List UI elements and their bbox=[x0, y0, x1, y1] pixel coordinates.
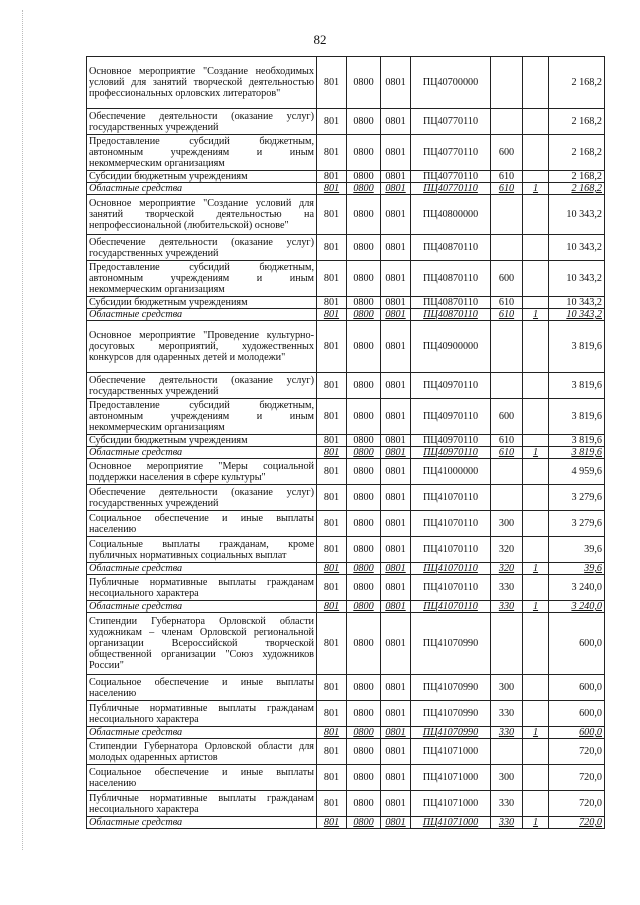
row-subsection: 0801 bbox=[381, 601, 411, 613]
row-subsection: 0801 bbox=[381, 135, 411, 171]
table-row bbox=[87, 727, 605, 739]
row-amount: 2 168,2 bbox=[549, 135, 605, 171]
row-name: Областные средства bbox=[87, 601, 317, 613]
row-subsection: 0801 bbox=[381, 235, 411, 261]
row-section: 0800 bbox=[347, 575, 381, 601]
row-subsection: 0801 bbox=[381, 297, 411, 309]
row-section: 0800 bbox=[347, 727, 381, 739]
row-name: Предоставление субсидий бюджетным, автономным учреждениям и иным некоммерческим организациям bbox=[87, 399, 317, 435]
row-expense-type: 300 bbox=[491, 511, 523, 537]
table-row bbox=[87, 739, 605, 765]
row-funding-source bbox=[523, 537, 549, 563]
row-expense-type bbox=[491, 613, 523, 675]
row-expense-type: 330 bbox=[491, 701, 523, 727]
row-target-article: ПЦ40870110 bbox=[411, 261, 491, 297]
row-section: 0800 bbox=[347, 537, 381, 563]
row-funding-source bbox=[523, 235, 549, 261]
row-section: 0800 bbox=[347, 183, 381, 195]
table-row bbox=[87, 109, 605, 135]
row-subsection: 0801 bbox=[381, 109, 411, 135]
row-name: Публичные нормативные выплаты гражданам несоциального характера bbox=[87, 791, 317, 817]
row-amount: 3 240,0 bbox=[549, 601, 605, 613]
table-row bbox=[87, 183, 605, 195]
row-target-article: ПЦ41070110 bbox=[411, 511, 491, 537]
row-grbs: 801 bbox=[317, 183, 347, 195]
table-row bbox=[87, 575, 605, 601]
row-section: 0800 bbox=[347, 195, 381, 235]
row-subsection: 0801 bbox=[381, 321, 411, 373]
row-subsection: 0801 bbox=[381, 727, 411, 739]
row-grbs: 801 bbox=[317, 297, 347, 309]
row-expense-type bbox=[491, 485, 523, 511]
row-name: Основное мероприятие "Проведение культурно-досуговых мероприятий, художественных конкурсов для одаренных детей и молодежи" bbox=[87, 321, 317, 373]
row-amount: 720,0 bbox=[549, 739, 605, 765]
row-name: Субсидии бюджетным учреждениям bbox=[87, 435, 317, 447]
row-subsection: 0801 bbox=[381, 537, 411, 563]
row-name: Субсидии бюджетным учреждениям bbox=[87, 171, 317, 183]
page-number: 82 bbox=[313, 32, 327, 47]
row-subsection: 0801 bbox=[381, 739, 411, 765]
row-target-article: ПЦ40970110 bbox=[411, 435, 491, 447]
row-section: 0800 bbox=[347, 399, 381, 435]
row-expense-type bbox=[491, 321, 523, 373]
row-subsection: 0801 bbox=[381, 511, 411, 537]
row-funding-source bbox=[523, 675, 549, 701]
row-funding-source bbox=[523, 171, 549, 183]
row-subsection: 0801 bbox=[381, 309, 411, 321]
row-target-article: ПЦ40770110 bbox=[411, 171, 491, 183]
row-section: 0800 bbox=[347, 235, 381, 261]
row-amount: 600,0 bbox=[549, 675, 605, 701]
row-subsection: 0801 bbox=[381, 675, 411, 701]
row-grbs: 801 bbox=[317, 321, 347, 373]
row-name: Публичные нормативные выплаты гражданам несоциального характера bbox=[87, 575, 317, 601]
row-funding-source: 1 bbox=[523, 563, 549, 575]
row-amount: 2 168,2 bbox=[549, 109, 605, 135]
row-amount: 3 240,0 bbox=[549, 575, 605, 601]
row-expense-type: 330 bbox=[491, 727, 523, 739]
scan-edge-line bbox=[22, 10, 24, 850]
row-target-article: ПЦ41070110 bbox=[411, 575, 491, 601]
row-amount: 3 819,6 bbox=[549, 399, 605, 435]
row-name: Обеспечение деятельности (оказание услуг) государственных учреждений bbox=[87, 485, 317, 511]
row-grbs: 801 bbox=[317, 57, 347, 109]
table-row bbox=[87, 601, 605, 613]
row-funding-source bbox=[523, 373, 549, 399]
row-target-article: ПЦ40970110 bbox=[411, 447, 491, 459]
row-grbs: 801 bbox=[317, 261, 347, 297]
row-grbs: 801 bbox=[317, 195, 347, 235]
table-row bbox=[87, 675, 605, 701]
row-funding-source: 1 bbox=[523, 817, 549, 829]
row-subsection: 0801 bbox=[381, 459, 411, 485]
row-funding-source bbox=[523, 399, 549, 435]
table-row bbox=[87, 171, 605, 183]
row-section: 0800 bbox=[347, 57, 381, 109]
table-row bbox=[87, 399, 605, 435]
table-row bbox=[87, 435, 605, 447]
row-subsection: 0801 bbox=[381, 575, 411, 601]
row-subsection: 0801 bbox=[381, 447, 411, 459]
row-grbs: 801 bbox=[317, 485, 347, 511]
budget-table bbox=[86, 56, 605, 829]
row-funding-source bbox=[523, 195, 549, 235]
row-amount: 4 959,6 bbox=[549, 459, 605, 485]
table-row bbox=[87, 765, 605, 791]
row-grbs: 801 bbox=[317, 511, 347, 537]
row-expense-type: 600 bbox=[491, 399, 523, 435]
row-name: Областные средства bbox=[87, 563, 317, 575]
row-subsection: 0801 bbox=[381, 195, 411, 235]
row-name: Областные средства bbox=[87, 447, 317, 459]
row-grbs: 801 bbox=[317, 601, 347, 613]
row-target-article: ПЦ41070110 bbox=[411, 601, 491, 613]
row-section: 0800 bbox=[347, 601, 381, 613]
row-amount: 2 168,2 bbox=[549, 171, 605, 183]
row-section: 0800 bbox=[347, 613, 381, 675]
row-subsection: 0801 bbox=[381, 399, 411, 435]
row-grbs: 801 bbox=[317, 575, 347, 601]
row-funding-source bbox=[523, 613, 549, 675]
row-grbs: 801 bbox=[317, 135, 347, 171]
row-grbs: 801 bbox=[317, 563, 347, 575]
row-section: 0800 bbox=[347, 485, 381, 511]
table-row bbox=[87, 235, 605, 261]
row-grbs: 801 bbox=[317, 727, 347, 739]
row-name: Предоставление субсидий бюджетным, автономным учреждениям и иным некоммерческим организациям bbox=[87, 135, 317, 171]
row-section: 0800 bbox=[347, 261, 381, 297]
row-target-article: ПЦ40970110 bbox=[411, 373, 491, 399]
row-target-article: ПЦ41070990 bbox=[411, 701, 491, 727]
row-name: Стипендии Губернатора Орловской области художникам – членам Орловской региональной организации Всероссийской творческой общественной организации "Союз художников России" bbox=[87, 613, 317, 675]
row-target-article: ПЦ41070990 bbox=[411, 675, 491, 701]
row-section: 0800 bbox=[347, 511, 381, 537]
row-expense-type: 610 bbox=[491, 447, 523, 459]
row-grbs: 801 bbox=[317, 459, 347, 485]
row-expense-type: 610 bbox=[491, 171, 523, 183]
row-name: Областные средства bbox=[87, 183, 317, 195]
table-row bbox=[87, 511, 605, 537]
row-name: Социальное обеспечение и иные выплаты населению bbox=[87, 675, 317, 701]
row-amount: 720,0 bbox=[549, 791, 605, 817]
row-grbs: 801 bbox=[317, 765, 347, 791]
row-grbs: 801 bbox=[317, 171, 347, 183]
row-subsection: 0801 bbox=[381, 817, 411, 829]
row-funding-source bbox=[523, 321, 549, 373]
row-funding-source: 1 bbox=[523, 727, 549, 739]
row-grbs: 801 bbox=[317, 447, 347, 459]
table-row bbox=[87, 537, 605, 563]
row-subsection: 0801 bbox=[381, 613, 411, 675]
row-grbs: 801 bbox=[317, 373, 347, 399]
row-funding-source bbox=[523, 261, 549, 297]
row-amount: 600,0 bbox=[549, 727, 605, 739]
row-funding-source bbox=[523, 57, 549, 109]
row-expense-type: 610 bbox=[491, 183, 523, 195]
row-funding-source bbox=[523, 701, 549, 727]
row-name: Стипендии Губернатора Орловской области для молодых одаренных артистов bbox=[87, 739, 317, 765]
table-row bbox=[87, 309, 605, 321]
row-name: Обеспечение деятельности (оказание услуг) государственных учреждений bbox=[87, 235, 317, 261]
row-section: 0800 bbox=[347, 765, 381, 791]
row-subsection: 0801 bbox=[381, 373, 411, 399]
row-subsection: 0801 bbox=[381, 57, 411, 109]
row-target-article: ПЦ41071000 bbox=[411, 817, 491, 829]
row-subsection: 0801 bbox=[381, 171, 411, 183]
row-amount: 720,0 bbox=[549, 765, 605, 791]
table-row bbox=[87, 701, 605, 727]
row-section: 0800 bbox=[347, 739, 381, 765]
row-subsection: 0801 bbox=[381, 563, 411, 575]
row-grbs: 801 bbox=[317, 235, 347, 261]
row-expense-type bbox=[491, 195, 523, 235]
table-row bbox=[87, 791, 605, 817]
table-row bbox=[87, 459, 605, 485]
row-expense-type: 320 bbox=[491, 563, 523, 575]
table-row bbox=[87, 817, 605, 829]
row-amount: 3 279,6 bbox=[549, 485, 605, 511]
row-section: 0800 bbox=[347, 321, 381, 373]
row-expense-type: 320 bbox=[491, 537, 523, 563]
row-name: Основное мероприятие "Создание условий для занятий творческой деятельностью на непрофессиональной (любительской) основе" bbox=[87, 195, 317, 235]
row-funding-source bbox=[523, 485, 549, 511]
row-expense-type: 330 bbox=[491, 601, 523, 613]
row-grbs: 801 bbox=[317, 791, 347, 817]
row-expense-type bbox=[491, 109, 523, 135]
row-section: 0800 bbox=[347, 373, 381, 399]
row-funding-source bbox=[523, 575, 549, 601]
row-name: Обеспечение деятельности (оказание услуг) государственных учреждений bbox=[87, 109, 317, 135]
row-target-article: ПЦ40970110 bbox=[411, 399, 491, 435]
row-target-article: ПЦ41070110 bbox=[411, 563, 491, 575]
row-expense-type: 610 bbox=[491, 435, 523, 447]
row-funding-source bbox=[523, 765, 549, 791]
table-row bbox=[87, 447, 605, 459]
row-expense-type bbox=[491, 57, 523, 109]
row-section: 0800 bbox=[347, 459, 381, 485]
row-funding-source bbox=[523, 511, 549, 537]
table-row bbox=[87, 563, 605, 575]
row-grbs: 801 bbox=[317, 399, 347, 435]
row-target-article: ПЦ40870110 bbox=[411, 235, 491, 261]
row-subsection: 0801 bbox=[381, 791, 411, 817]
row-amount: 600,0 bbox=[549, 701, 605, 727]
row-expense-type: 600 bbox=[491, 261, 523, 297]
row-grbs: 801 bbox=[317, 739, 347, 765]
row-target-article: ПЦ40870110 bbox=[411, 297, 491, 309]
row-expense-type bbox=[491, 373, 523, 399]
row-amount: 39,6 bbox=[549, 537, 605, 563]
row-name: Основное мероприятие "Меры социальной поддержки населения в сфере культуры" bbox=[87, 459, 317, 485]
table-row bbox=[87, 321, 605, 373]
row-section: 0800 bbox=[347, 309, 381, 321]
row-section: 0800 bbox=[347, 817, 381, 829]
row-amount: 10 343,2 bbox=[549, 309, 605, 321]
row-target-article: ПЦ41070110 bbox=[411, 537, 491, 563]
row-amount: 2 168,2 bbox=[549, 183, 605, 195]
row-expense-type bbox=[491, 739, 523, 765]
table-row bbox=[87, 373, 605, 399]
row-section: 0800 bbox=[347, 675, 381, 701]
row-name: Социальные выплаты гражданам, кроме публичных нормативных социальных выплат bbox=[87, 537, 317, 563]
row-target-article: ПЦ40900000 bbox=[411, 321, 491, 373]
row-amount: 720,0 bbox=[549, 817, 605, 829]
row-name: Областные средства bbox=[87, 817, 317, 829]
row-name: Публичные нормативные выплаты гражданам несоциального характера bbox=[87, 701, 317, 727]
row-amount: 10 343,2 bbox=[549, 235, 605, 261]
row-target-article: ПЦ41070110 bbox=[411, 485, 491, 511]
table-row bbox=[87, 195, 605, 235]
row-target-article: ПЦ40770110 bbox=[411, 109, 491, 135]
row-target-article: ПЦ40800000 bbox=[411, 195, 491, 235]
row-section: 0800 bbox=[347, 135, 381, 171]
row-section: 0800 bbox=[347, 297, 381, 309]
row-target-article: ПЦ40870110 bbox=[411, 309, 491, 321]
row-expense-type: 300 bbox=[491, 765, 523, 791]
row-amount: 3 819,6 bbox=[549, 321, 605, 373]
row-subsection: 0801 bbox=[381, 261, 411, 297]
row-amount: 3 279,6 bbox=[549, 511, 605, 537]
row-subsection: 0801 bbox=[381, 701, 411, 727]
row-grbs: 801 bbox=[317, 309, 347, 321]
row-name: Областные средства bbox=[87, 309, 317, 321]
row-name: Обеспечение деятельности (оказание услуг) государственных учреждений bbox=[87, 373, 317, 399]
row-amount: 3 819,6 bbox=[549, 373, 605, 399]
row-amount: 600,0 bbox=[549, 613, 605, 675]
row-expense-type bbox=[491, 459, 523, 485]
row-grbs: 801 bbox=[317, 701, 347, 727]
row-section: 0800 bbox=[347, 447, 381, 459]
row-amount: 2 168,2 bbox=[549, 57, 605, 109]
table-row bbox=[87, 57, 605, 109]
row-section: 0800 bbox=[347, 791, 381, 817]
row-grbs: 801 bbox=[317, 435, 347, 447]
row-grbs: 801 bbox=[317, 109, 347, 135]
row-subsection: 0801 bbox=[381, 485, 411, 511]
table-row bbox=[87, 261, 605, 297]
row-expense-type: 300 bbox=[491, 675, 523, 701]
row-amount: 3 819,6 bbox=[549, 447, 605, 459]
row-subsection: 0801 bbox=[381, 183, 411, 195]
row-funding-source bbox=[523, 297, 549, 309]
row-target-article: ПЦ41000000 bbox=[411, 459, 491, 485]
row-expense-type: 610 bbox=[491, 297, 523, 309]
row-amount: 10 343,2 bbox=[549, 195, 605, 235]
row-funding-source bbox=[523, 739, 549, 765]
row-grbs: 801 bbox=[317, 613, 347, 675]
row-section: 0800 bbox=[347, 701, 381, 727]
row-subsection: 0801 bbox=[381, 765, 411, 791]
row-funding-source bbox=[523, 435, 549, 447]
row-funding-source: 1 bbox=[523, 183, 549, 195]
row-target-article: ПЦ41070990 bbox=[411, 727, 491, 739]
row-funding-source: 1 bbox=[523, 447, 549, 459]
row-expense-type: 330 bbox=[491, 791, 523, 817]
row-grbs: 801 bbox=[317, 675, 347, 701]
row-funding-source bbox=[523, 135, 549, 171]
row-amount: 10 343,2 bbox=[549, 261, 605, 297]
row-name: Основное мероприятие "Создание необходимых условий для занятий творческой деятельностью профессиональных орловских литераторов" bbox=[87, 57, 317, 109]
row-target-article: ПЦ41071000 bbox=[411, 765, 491, 791]
row-target-article: ПЦ41071000 bbox=[411, 791, 491, 817]
row-amount: 3 819,6 bbox=[549, 435, 605, 447]
table-row bbox=[87, 297, 605, 309]
row-section: 0800 bbox=[347, 109, 381, 135]
row-name: Предоставление субсидий бюджетным, автономным учреждениям и иным некоммерческим организациям bbox=[87, 261, 317, 297]
row-expense-type: 610 bbox=[491, 309, 523, 321]
row-name: Социальное обеспечение и иные выплаты населению bbox=[87, 765, 317, 791]
row-expense-type: 600 bbox=[491, 135, 523, 171]
row-section: 0800 bbox=[347, 563, 381, 575]
row-expense-type: 330 bbox=[491, 575, 523, 601]
row-expense-type: 330 bbox=[491, 817, 523, 829]
row-funding-source bbox=[523, 791, 549, 817]
row-funding-source bbox=[523, 459, 549, 485]
row-funding-source: 1 bbox=[523, 601, 549, 613]
row-section: 0800 bbox=[347, 171, 381, 183]
table-row bbox=[87, 135, 605, 171]
table-row bbox=[87, 485, 605, 511]
row-name: Областные средства bbox=[87, 727, 317, 739]
budget-table-body bbox=[87, 57, 605, 829]
row-expense-type bbox=[491, 235, 523, 261]
row-target-article: ПЦ40770110 bbox=[411, 135, 491, 171]
row-amount: 10 343,2 bbox=[549, 297, 605, 309]
row-section: 0800 bbox=[347, 435, 381, 447]
table-row bbox=[87, 613, 605, 675]
row-funding-source: 1 bbox=[523, 309, 549, 321]
row-grbs: 801 bbox=[317, 537, 347, 563]
row-target-article: ПЦ40700000 bbox=[411, 57, 491, 109]
row-funding-source bbox=[523, 109, 549, 135]
row-target-article: ПЦ41071000 bbox=[411, 739, 491, 765]
row-name: Субсидии бюджетным учреждениям bbox=[87, 297, 317, 309]
row-subsection: 0801 bbox=[381, 435, 411, 447]
row-amount: 39,6 bbox=[549, 563, 605, 575]
row-name: Социальное обеспечение и иные выплаты населению bbox=[87, 511, 317, 537]
row-target-article: ПЦ41070990 bbox=[411, 613, 491, 675]
row-target-article: ПЦ40770110 bbox=[411, 183, 491, 195]
row-grbs: 801 bbox=[317, 817, 347, 829]
